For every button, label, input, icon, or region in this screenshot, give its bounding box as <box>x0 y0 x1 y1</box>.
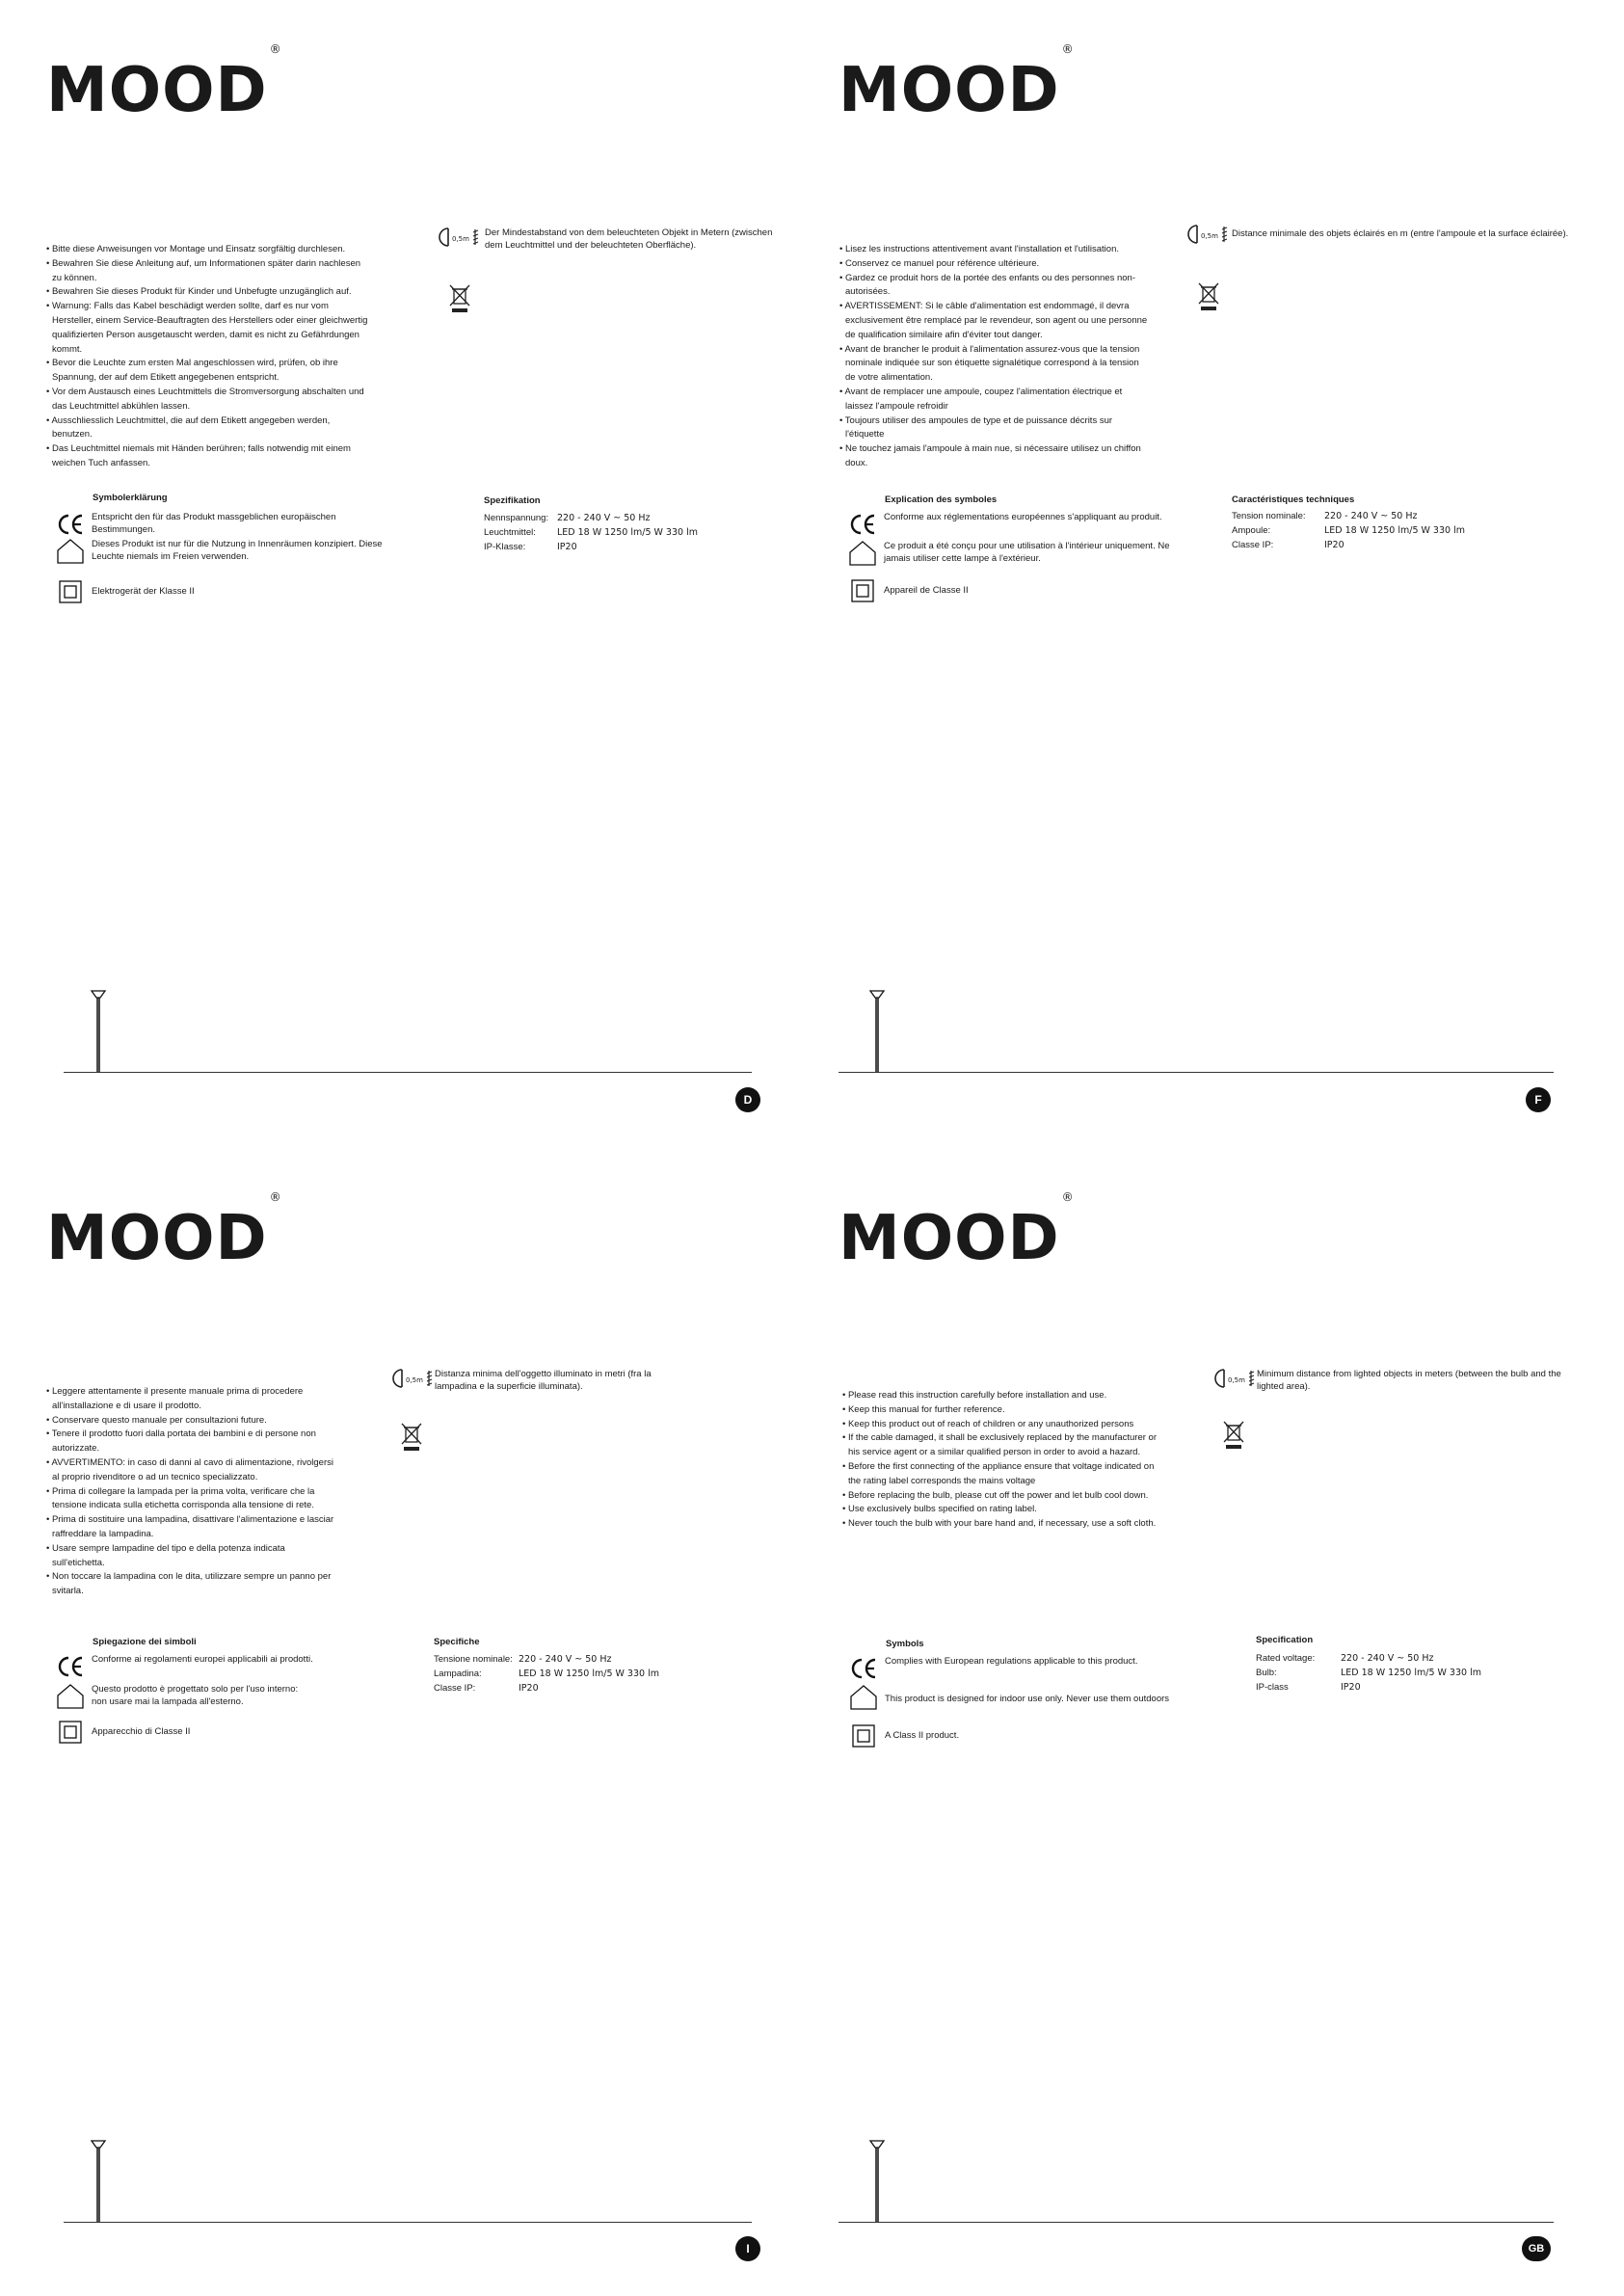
symbol-text: Complies with European regulations applicable to this product. <box>885 1656 1138 1667</box>
language-badge: I <box>735 2236 760 2261</box>
instruction-item: • Usare sempre lampadine del tipo e della potenza indicata sull'etichetta. <box>46 1542 335 1571</box>
instruction-item: • If the cable damaged, it shall be exclusively replaced by the manufacturer or his service agent or a similar qualified person in order to avoid a hazard. <box>842 1431 1160 1460</box>
spec-value: 220 - 240 V ~ 50 Hz <box>519 1654 612 1665</box>
panel-fr <box>812 0 1623 1147</box>
symbol-text: Apparecchio di Classe II <box>92 1726 191 1737</box>
instruction-item: • Lisez les instructions attentivement avant l'installation et l'utilisation. <box>839 243 1148 257</box>
symbol-text: Elektrogerät der Klasse II <box>92 586 195 597</box>
ce-mark-icon <box>56 511 85 538</box>
min-distance-text: Der Mindestabstand von dem beleuchteten Objekt in Metern (zwischen dem Leuchtmittel und der beleuchteten Oberfläche). <box>485 227 773 251</box>
spec-value: 220 - 240 V ~ 50 Hz <box>1324 511 1418 521</box>
instruction-item: • Keep this manual for further reference. <box>842 1403 1160 1418</box>
floor-line <box>839 2222 1554 2223</box>
panel-de <box>0 0 812 1147</box>
floor-lamp-illustration <box>867 988 887 1075</box>
spec-value: LED 18 W 1250 lm/5 W 330 lm <box>1341 1668 1481 1678</box>
lamp-distance-icon <box>392 1368 435 1389</box>
ce-mark-icon <box>56 1653 85 1680</box>
spec-label: Nennspannung: <box>484 513 549 523</box>
symbol-row-ce <box>56 1653 403 1680</box>
spec-table <box>1256 1651 1533 1695</box>
double-square-icon <box>56 579 85 606</box>
lamp-distance-icon <box>1187 224 1230 245</box>
instruction-item: • Bewahren Sie dieses Produkt für Kinder und Unbefugte unzugänglich auf. <box>46 285 369 300</box>
symbol-text: Appareil de Classe II <box>884 585 969 596</box>
symbol-text: Entspricht den für das Produkt massgeblichen europäischen Bestimmungen. <box>92 512 336 535</box>
spec-label: Lampadina: <box>434 1669 482 1679</box>
instructions-list <box>842 1389 1160 1532</box>
floor-line <box>64 2222 752 2223</box>
mood-logo: MOOD® <box>46 41 282 126</box>
spec-label: Classe IP: <box>434 1683 476 1694</box>
min-distance-text: Distanza minima dell'oggetto illuminato in metri (fra la lampadina e la superficie illuminata). <box>435 1369 652 1392</box>
symbol-row-indoor <box>56 538 403 569</box>
instruction-item: • Prima di sostituire una lampadina, disattivare l'alimentazione e lasciar raffreddare la lampadina. <box>46 1513 335 1542</box>
symbol-row-class2 <box>56 1720 403 1747</box>
instruction-item: • Bevor die Leuchte zum ersten Mal angeschlossen wird, prüfen, ob ihre Spannung, der auf dem Etikett angegebenen entspricht. <box>46 357 369 386</box>
distance-value: 0,5m <box>1228 1376 1245 1384</box>
distance-value: 0,5m <box>1201 232 1218 240</box>
double-square-icon <box>848 578 877 605</box>
symbol-row-class2 <box>849 1723 1196 1750</box>
house-icon <box>849 1684 878 1711</box>
instruction-item: • Leggere attentamente il presente manuale prima di procedere all'installazione e di usare il prodotto. <box>46 1385 335 1414</box>
spec-value: LED 18 W 1250 lm/5 W 330 lm <box>519 1669 659 1679</box>
floor-lamp-illustration <box>89 2138 108 2225</box>
crossed-bin-icon <box>1221 1418 1246 1451</box>
symbols-title: Explication des symboles <box>885 494 998 505</box>
floor-line <box>64 1072 752 1073</box>
ce-mark-icon <box>848 511 877 538</box>
symbol-text: A Class II product. <box>885 1730 960 1741</box>
double-square-icon <box>56 1720 85 1747</box>
symbol-text: This product is designed for indoor use only. Never use them outdoors <box>885 1694 1170 1704</box>
spec-title: Specification <box>1256 1635 1314 1645</box>
min-distance-text: Distance minimale des objets éclairés en m (entre l'ampoule et la surface éclairée). <box>1232 228 1569 239</box>
mood-logo: MOOD® <box>46 1189 282 1274</box>
symbol-row-ce <box>849 1655 1196 1682</box>
spec-label: IP-Klasse: <box>484 542 526 552</box>
house-icon <box>848 540 877 567</box>
spec-value: LED 18 W 1250 lm/5 W 330 lm <box>1324 525 1465 536</box>
house-icon <box>56 538 85 565</box>
spec-value: IP20 <box>1324 540 1344 550</box>
crossed-bin-icon <box>1196 280 1221 312</box>
instructions-list <box>46 1385 335 1599</box>
mood-logo: MOOD® <box>839 41 1075 126</box>
symbol-row-class2 <box>848 578 1195 605</box>
spec-title: Spezifikation <box>484 495 541 506</box>
instruction-item: • Non toccare la lampadina con le dita, utilizzare sempre un panno per svitarla. <box>46 1570 335 1599</box>
instruction-item: • Tenere il prodotto fuori dalla portata dei bambini e di persone non autorizzate. <box>46 1428 335 1456</box>
mood-logo: MOOD® <box>839 1189 1075 1274</box>
instruction-item: • Avant de brancher le produit à l'alimentation assurez-vous que la tension nominale indiquée sur son étiquette signalétique correspond à la tension de votre alimentation. <box>839 343 1148 386</box>
spec-label: Rated voltage: <box>1256 1653 1316 1664</box>
ce-mark-icon <box>849 1655 878 1682</box>
min-distance-text: Minimum distance from lighted objects in meters (between the bulb and the lighted area). <box>1257 1369 1561 1392</box>
symbols-title: Spiegazione dei simboli <box>93 1637 197 1647</box>
instructions-list <box>46 243 369 471</box>
distance-value: 0,5m <box>452 235 469 243</box>
spec-value: IP20 <box>557 542 577 552</box>
house-icon <box>56 1683 85 1710</box>
spec-table <box>1232 509 1517 552</box>
spec-label: Classe IP: <box>1232 540 1274 550</box>
symbol-row-ce <box>56 511 403 538</box>
symbol-text: Dieses Produkt ist nur für die Nutzung in Innenräumen konzipiert. Diese Leuchte niemals im Freien verwenden. <box>92 539 383 562</box>
symbols-title: Symbolerklärung <box>93 493 168 503</box>
spec-table <box>434 1652 711 1695</box>
spec-value: 220 - 240 V ~ 50 Hz <box>557 513 651 523</box>
panel-gb <box>812 1148 1623 2295</box>
instruction-item: • Before replacing the bulb, please cut off the power and let bulb cool down. <box>842 1489 1160 1504</box>
instruction-item: • Use exclusively bulbs specified on rating label. <box>842 1503 1160 1517</box>
spec-value: LED 18 W 1250 lm/5 W 330 lm <box>557 527 698 538</box>
lamp-distance-icon <box>1214 1368 1257 1389</box>
instruction-item: • Gardez ce produit hors de la portée des enfants ou des personnes non-autorisées. <box>839 272 1148 301</box>
spec-value: IP20 <box>519 1683 539 1694</box>
spec-label: Tensione nominale: <box>434 1654 513 1665</box>
spec-label: Ampoule: <box>1232 525 1271 536</box>
instruction-item: • Toujours utiliser des ampoules de type et de puissance décrits sur l'étiquette <box>839 414 1148 443</box>
spec-label: Leuchtmittel: <box>484 527 536 538</box>
instruction-item: • Das Leuchtmittel niemals mit Händen berühren; falls notwendig mit einem weichen Tuch anfassen. <box>46 442 369 471</box>
spec-label: Tension nominale: <box>1232 511 1306 521</box>
instruction-item: • Ne touchez jamais l'ampoule à main nue, si nécessaire utilisez un chiffon doux. <box>839 442 1148 471</box>
instruction-item: • Conservez ce manuel pour référence ultérieure. <box>839 257 1148 272</box>
symbol-row-indoor <box>56 1683 345 1714</box>
symbol-row-indoor <box>849 1684 1196 1715</box>
instruction-item: • Prima di collegare la lampada per la prima volta, verificare che la tensione indicata sulla etichetta corrisponda alla tensione di rete. <box>46 1485 335 1514</box>
crossed-bin-icon <box>399 1420 424 1453</box>
instruction-item: • Keep this product out of reach of children or any unauthorized persons <box>842 1418 1160 1432</box>
symbol-text: Questo prodotto è progettato solo per l'uso interno: non usare mai la lampada all'esterno. <box>92 1684 299 1707</box>
instructions-list <box>839 243 1148 471</box>
symbol-row-class2 <box>56 579 403 606</box>
symbols-title: Symbols <box>886 1639 924 1649</box>
spec-label: Bulb: <box>1256 1668 1277 1678</box>
spec-label: IP-class <box>1256 1682 1289 1693</box>
symbol-text: Conforme ai regolamenti europei applicabili ai prodotti. <box>92 1654 313 1665</box>
floor-line <box>839 1072 1554 1073</box>
symbol-text: Conforme aux réglementations européennes s'appliquant au produit. <box>884 512 1162 522</box>
spec-title: Specifiche <box>434 1637 480 1647</box>
instruction-item: • AVERTISSEMENT: Si le câble d'alimentation est endommagé, il devra exclusivement être remplacé par le revendeur, son agent ou une personne de qualification similaire afin d'éviter tout danger. <box>839 300 1148 342</box>
instruction-item: • Avant de remplacer une ampoule, coupez l'alimentation électrique et laissez l'ampoule refroidir <box>839 386 1148 414</box>
symbol-row-indoor <box>848 540 1195 571</box>
instruction-item: • Bitte diese Anweisungen vor Montage und Einsatz sorgfältig durchlesen. <box>46 243 369 257</box>
floor-lamp-illustration <box>867 2138 887 2225</box>
instruction-item: • Vor dem Austausch eines Leuchtmittels die Stromversorgung abschalten und das Leuchtmittel abkühlen lassen. <box>46 386 369 414</box>
instruction-item: • Please read this instruction carefully before installation and use. <box>842 1389 1160 1403</box>
instruction-item: • Bewahren Sie diese Anleitung auf, um Informationen später darin nachlesen zu können. <box>46 257 369 286</box>
crossed-bin-icon <box>447 281 472 314</box>
instruction-item: • AVVERTIMENTO: in caso di danni al cavo di alimentazione, rivolgersi al proprio rivenditore o ad un tecnico specializzato. <box>46 1456 335 1485</box>
instruction-item: • Conservare questo manuale per consultazioni future. <box>46 1414 335 1428</box>
spec-table <box>484 511 750 554</box>
instruction-item: • Never touch the bulb with your bare hand and, if necessary, use a soft cloth. <box>842 1517 1160 1532</box>
spec-value: 220 - 240 V ~ 50 Hz <box>1341 1653 1434 1664</box>
language-badge: D <box>735 1087 760 1112</box>
instruction-item: • Before the first connecting of the appliance ensure that voltage indicated on the rating label corresponds the mains voltage <box>842 1460 1160 1489</box>
distance-value: 0,5m <box>406 1376 423 1384</box>
symbol-row-ce <box>848 511 1195 538</box>
spec-value: IP20 <box>1341 1682 1361 1693</box>
floor-lamp-illustration <box>89 988 108 1075</box>
panel-it <box>0 1148 812 2295</box>
language-badge: GB <box>1522 2236 1551 2261</box>
lamp-distance-icon <box>439 227 481 248</box>
language-badge: F <box>1526 1087 1551 1112</box>
instruction-item: • Ausschliesslich Leuchtmittel, die auf dem Etikett angegeben werden, benutzen. <box>46 414 369 443</box>
double-square-icon <box>849 1723 878 1750</box>
spec-title: Caractéristiques techniques <box>1232 494 1355 505</box>
instruction-item: • Warnung: Falls das Kabel beschädigt werden sollte, darf es nur vom Hersteller, einem Service-Beauftragten des Herstellers oder einer gleichwertig qualifizierten Person ausgetauscht werden, damit es nicht zu Gefährdungen kommt. <box>46 300 369 357</box>
symbol-text: Ce produit a été conçu pour une utilisation à l'intérieur uniquement. Ne jamais utiliser cette lampe à l'extérieur. <box>884 541 1170 564</box>
